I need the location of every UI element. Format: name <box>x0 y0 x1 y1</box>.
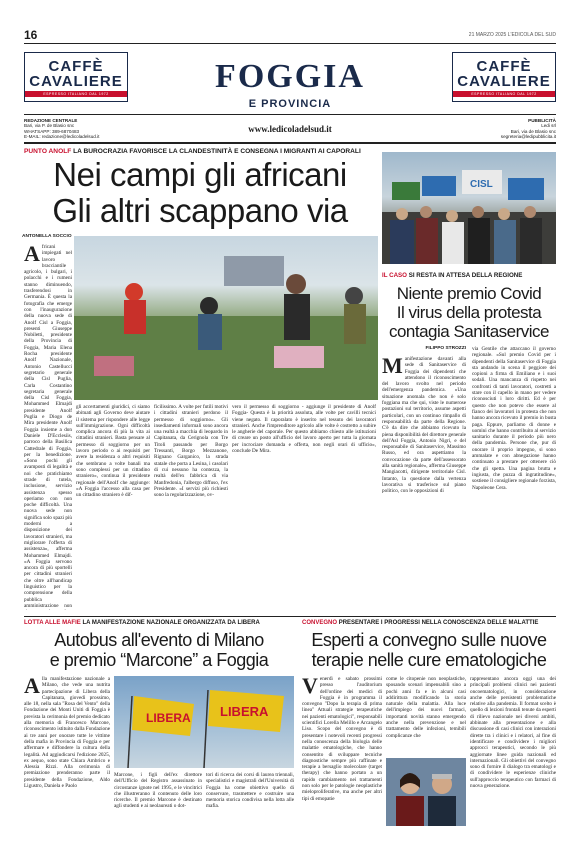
pubblicita-block <box>501 118 556 140</box>
article3-headline2: e premio “Marcone” a Foggia <box>49 650 269 670</box>
redazione-line3: E-MAIL: redazione@ledicoladelsud.it <box>24 134 100 140</box>
article4-col3 <box>470 676 556 826</box>
ad-right-line2: CAVALIERE <box>457 73 551 90</box>
article1-kicker <box>24 148 361 155</box>
masthead-title: FOGGIA <box>215 58 365 95</box>
article1-col3-text: ficilissimo. A volte per futili motivi i cittadini stranieri perdono il permesso di soggiorno». Gli insediamenti informali sono ancora una realtà a macchia di leopardo in Capitanata, da Cerignola con Tre Titoli passando per Borgo Tressanti, Borgo Mezzanone, Rignano Garganico, la strada statale che porta a Lesina, i casolari di cui nessuno ha contezza, la realtà dell'ex fabbrica di via Manfredonia, l'albergo diffuso, l'ex Presidente. «I servizi più richiesti sono la regolarizzazione, ov- <box>154 404 228 499</box>
article4-col2 <box>386 676 466 756</box>
redazione-block <box>24 118 99 140</box>
article3-kicker-text: LA MANIFESTAZIONE NAZIONALE ORGANIZZATA DA LIBERA <box>82 620 260 626</box>
ad-caffe-cavaliere-right[interactable] <box>452 52 556 102</box>
article4-kicker <box>302 620 538 626</box>
ad-left-tagline: ESPRESSO ITALIANO DAL 1972 <box>25 91 127 97</box>
farm-workers-photo <box>74 236 378 400</box>
article2-headline2: Il virus della protesta <box>396 303 542 322</box>
article3-col3 <box>206 772 294 826</box>
article2-headline3: contagia Sanitaservice <box>388 322 550 341</box>
article1-kicker-text: LA BUROCRAZIA FAVORISCE LA CLANDESTINITÀ E CONSEGNA I MIGRANTI AI CAPORALI <box>73 148 361 155</box>
article3-col1-text: lla manifestazione nazionale a Milano, che vede una nutrita partecipazione di Libera della Capitanata, giovedì prossimo, alle 18, nella sala "Rosa del Vento" della Fondazione dei Monti Uniti di Foggia è prevista la cerimonia del premio dedicato alla memoria di Francesco Marcone, riconoscimento istituito dalla Fondazione ai tre anni per onorare tutte le vittime della mafia in Provincia di Foggia e per affermare e diffondere la cultura della legalità. Ad aggiudicarsi l'edizione 2025, ex aequo, sono state Chiara Ambrico e Alessia Rizzi. Alla cerimonia di premiazione prenderanno parte il presidente della Fondazione, Aldo Ligustro, Daniela e Paolo <box>24 676 110 790</box>
article2-kicker <box>382 272 522 279</box>
article2-kicker-label: IL CASO <box>382 272 407 279</box>
article2-byline: FILIPPO STROZZI <box>425 346 466 351</box>
article4-headline2: terapie nelle cure ematologiche <box>311 650 547 670</box>
article1-col3 <box>154 404 228 610</box>
article1-col2 <box>76 404 150 610</box>
ad-right-tagline: ESPRESSO ITALIANO DAL 1972 <box>453 91 555 97</box>
protest-photo <box>382 152 556 264</box>
date-line: 21 MARZO 2025 L'EDICOLA DEL SUD <box>468 32 556 38</box>
article1-kicker-label: PUNTO ANOLF <box>24 148 72 155</box>
article2-headline1: Niente premio Covid <box>396 284 542 303</box>
article3-col2-text: Marcone, i figli dell'ex direttore dell'Ufficio del Registro assassinato in circostanze ignote nel 1995, e le vincitrici che illustreranno il contenuto delle loro ricerche. Il premio Marcone è destinato agli studenti e ai neolaureati o dot- <box>114 772 202 810</box>
svg-text:CISL: CISL <box>470 179 493 190</box>
redazione-line2: WHATSAPP: 389-6870483 <box>24 128 80 134</box>
doctors-scene <box>386 758 466 826</box>
article2-dropcap: M <box>382 356 403 378</box>
article4-col1-text: enerdì e sabato prossimi presso l'auditorium dell'ordine dei medici di Foggia è in programma il convegno "Dopo la terapia di prima linea" Attuali strategie terapeutiche nei pazienti ematologici", responsabili scientifici Lorella Melillo e Arcangelo Liso. Scopo del convegno è di presentare i notevoli recenti progressi nella conoscenza della biologia delle malattie ematologiche, che hanno consentito di sviluppare tecniche diagnostiche sempre più raffinate e terapie a bersaglio molecolare (target therapy) che hanno portato a un rapido cambiamento nei trattamenti non solo per le patologie neoplastiche mieloproliferative, ma anche per altri tipi di emopatie <box>302 676 382 802</box>
pubblicita-title: PUBBLICITÀ <box>528 118 556 123</box>
article3-col1 <box>24 676 110 826</box>
pubblicita-line3: segreteria@ledipubblicita.it <box>500 134 556 140</box>
libera-flags-photo <box>114 676 294 768</box>
article4-kicker-text: PRESENTARE I PROGRESSI NELLA CONOSCENZA DELLE MALATTIE <box>338 620 539 626</box>
article3-col3-text: tori di ricerca dei corsi di laurea triennali, specialistici e magistrali dell'Università di Foggia ha come obiettivo quello di conservare, trasmettere e costruire una memoria storica condivisa nella lotta alle mafia. <box>206 772 294 810</box>
pubblicita-line2: Bari, via de Blasio snc <box>510 128 556 134</box>
article1-headline1: Nei campi gli africani <box>53 156 347 193</box>
article3-dropcap: A <box>24 676 40 698</box>
ad-right-line1: CAFFÈ <box>476 58 532 75</box>
article2-col2-text: via Gentile che attaccano il governo regionale. «Sul premio Covid per i dipendenti della Sanitaservice di Foggia sta andando in scena il peggiore dei copioni a firma di Emiliano e i suoi sodali. Una mancanza di rispetto nei confronti di tanti lavoratori, costretti a stare con il capello in mano per vedere riconosciuti i loro diritti. Ed è per questo che non potevo che essere al fianco dei lavoratori in protesta che non hanno ancora ricevuto il premio in busta paga. Eppure, parliamo di donne e uomini che hanno contribuito al servizio sanitario durante il periodo più nero della pandemia. Persone che, pur di onorare il proprio impegno, si sono ammalate e con abnegazione hanno continuato a prestare per ottenere ciò che gli spetta. Una pagina brutta e ingiusta, che puzza di ingratitudine», sostiene il consigliere regionale forzista, Napoleone Cera. <box>472 346 556 491</box>
svg-text:LIBERA: LIBERA <box>146 711 191 725</box>
article2-col2 <box>472 346 556 610</box>
article4-col1 <box>302 676 382 826</box>
doctors-photo <box>386 758 466 826</box>
redazione-title: REDAZIONE CENTRALE <box>24 118 78 123</box>
protest-scene <box>382 152 556 264</box>
article1-byline: ANTONELLA SOCCIO <box>22 234 72 239</box>
article1-col1 <box>24 244 72 610</box>
flags-scene <box>114 676 294 768</box>
article1-col4 <box>232 404 376 610</box>
article1-col2-text: gli accertamenti giuridici, ci siamo abituati agli Governo deve aiutare il sistema per rispondere alle legge sull'immigrazione. Ogni difficoltà complica ancora di più la vita ai cittadini stranieri. Basta pensare al permesso di soggiorno per un lavoro periodo o ai requisiti per avere la residenza o altri requisiti che sembrano a volte banali ma sono complessi per un cittadino straniero», continua il presidente regionale dell'Anolf che aggiunge: «A Foggia l'accesso alla casa per un cittadino straniero è dif- <box>76 404 150 499</box>
article1-col1-text: fricani impiegati nel lavoro bracciantile agricolo, i bulgari, i polacchi e i rumeni stanno diminuendo, trasferendosi in Germania. È questa la fotografia che emerge con l'inaugurazione della nuova sede di Anolf Cisl a Foggia, presenti Giuseppe Nobiletti, presidente della Provincia di Foggia, Maria Elena Rocha presidente Anolf Nazionale, Antonio Castellucci segretario generale della Cisl Puglia, Carla Costantino segretaria generale della Cisl Foggia, Mohammed Elmajdi presidente Anolf Puglia e Diogo de Mira presidente Anolf Foggia insieme a don Daniele D'Ecclesiis, parroco della Basilica Cattedrale di Foggia, per la benedizione. «Sono pochi gli avamposti di legalità e noi che pratichiamo strade di tutela, inclusione, servizio assistenza spesso operiamo con non poche difficoltà. Una nuova sede non significa solo spazi più moderni a disposizione dei lavoratori stranieri, ma migliorare l'offerta di assistenza», afferma Mohammed Elmajdi. «A Foggia servono ancora di più sportelli per cittadini stranieri che oltre all'handicap linguistico per la comprensione della pubblica amministrazione non <box>24 244 72 609</box>
article1-col4-text: vero il permesso di soggiorno - aggiunge il presidente di Anolf Foggia- Questa è la priorità assoluta, alle volte per cavilli tecnici viene negato. Il caporalato è inserito nel tessuto dei lavoratori stranieri. Anche l'imprenditore agricolo alle volte è costretto a subire le angherie del caporale. Per questo abbiamo chiesto alle istituzioni di creare un posto all'ufficio del lavoro aperto per tutta la giornata per incrociare domanda e offerta, non negli orari di ufficio», conclude De Mira. <box>232 404 376 455</box>
masthead-subtitle: E PROVINCIA <box>248 98 332 110</box>
website[interactable]: www.ledicoladelsud.it <box>248 124 332 134</box>
ad-left-line1: CAFFÈ <box>48 58 104 75</box>
article4-kicker-label: CONVEGNO <box>302 620 338 626</box>
svg-text:LIBERA: LIBERA <box>220 704 269 719</box>
article4-col3-text: rappresentano ancora oggi una dei principali problemi clinici nei pazienti oncoematologici, in considerazione anche delle persistenti problematiche relative alla pandemia. Il format scelto è quello di lezioni frontali tenute da esperti di rilievo nazionale nei diversi ambiti, abbinate alla presentazione e alla discussione di casi clinici con interazioni dirette tra i clinici e i relatori, al fine di identificare e condividere i migliori approcci terapeutici, secondo le più aggiornate linee guida nazionali ed internazionali. Gli obiettivi del convegno sono di fornire il dialogo tra ematologi e di condividere le esperienze cliniche sull'approccio terapeutico con farmaci di nuova generazione. <box>470 676 556 790</box>
article3-col2 <box>114 772 202 826</box>
farm-scene <box>74 236 378 400</box>
article2-col1-text: anifestazione davanti alla sede di Sanitaservice di Foggia dei dipendenti che attendono il riconoscimento del lavoro svolto nel periodo dell'emergenza pandemica. «Una situazione anomala che non è solo foggiana ma che qui, viste le numerose postazioni sul territorio, assume aspetti particolari, con un continuo rimpallo di responsabilità da parte della Regione. C'è da dire che abbiamo ricevuto la piena disponibilità del direttore generale dell'Asl Foggia, Antonio Nigri, e del responsabile di Sanitaservice, Massimo Russo, ed ora aspettiamo la convocazione da parte dell'assessorato alla sanità regionale», afferma Giuseppe Mangiacotti, dirigente territoriale Cisl. Intanto, la questione dalla vertenza lavorativa si trasferisce sul piano politico, con le opposizioni di <box>382 356 466 495</box>
article4-headline1: Esperti a convegno sulle nuove <box>311 630 547 650</box>
article3-kicker <box>24 620 260 626</box>
article4-col2-text: come le citopenie non neoplastiche, sposando scenari impensabili sino a pochi anni fa e in alcuni casi addirittura modificando la storia naturale della malattia. Alla luce dell'impiego dei nuovi farmaci, importanti novità stanno emergendo anche nella prevenzione e nel trattamento delle infezioni, temibili complicanze che <box>386 676 466 739</box>
article3-kicker-label: LOTTA ALLE MAFIE <box>24 620 81 626</box>
article1-dropcap: A <box>24 244 40 266</box>
article3-headline1: Autobus all'evento di Milano <box>54 630 264 650</box>
article1-headline2: Gli altri scappano via <box>52 192 348 229</box>
pubblicita-line1: Ledi srl <box>541 123 556 129</box>
article2-kicker-text: SI RESTA IN ATTESA DELLA REGIONE <box>408 272 523 279</box>
page-number: 16 <box>24 28 38 42</box>
ad-caffe-cavaliere-left[interactable] <box>24 52 128 102</box>
article2-col1 <box>382 356 466 610</box>
redazione-line1: Bari, via P. de Blasio snc <box>24 123 75 129</box>
ad-left-line2: CAVALIERE <box>29 73 123 90</box>
article4-dropcap: V <box>302 676 318 698</box>
